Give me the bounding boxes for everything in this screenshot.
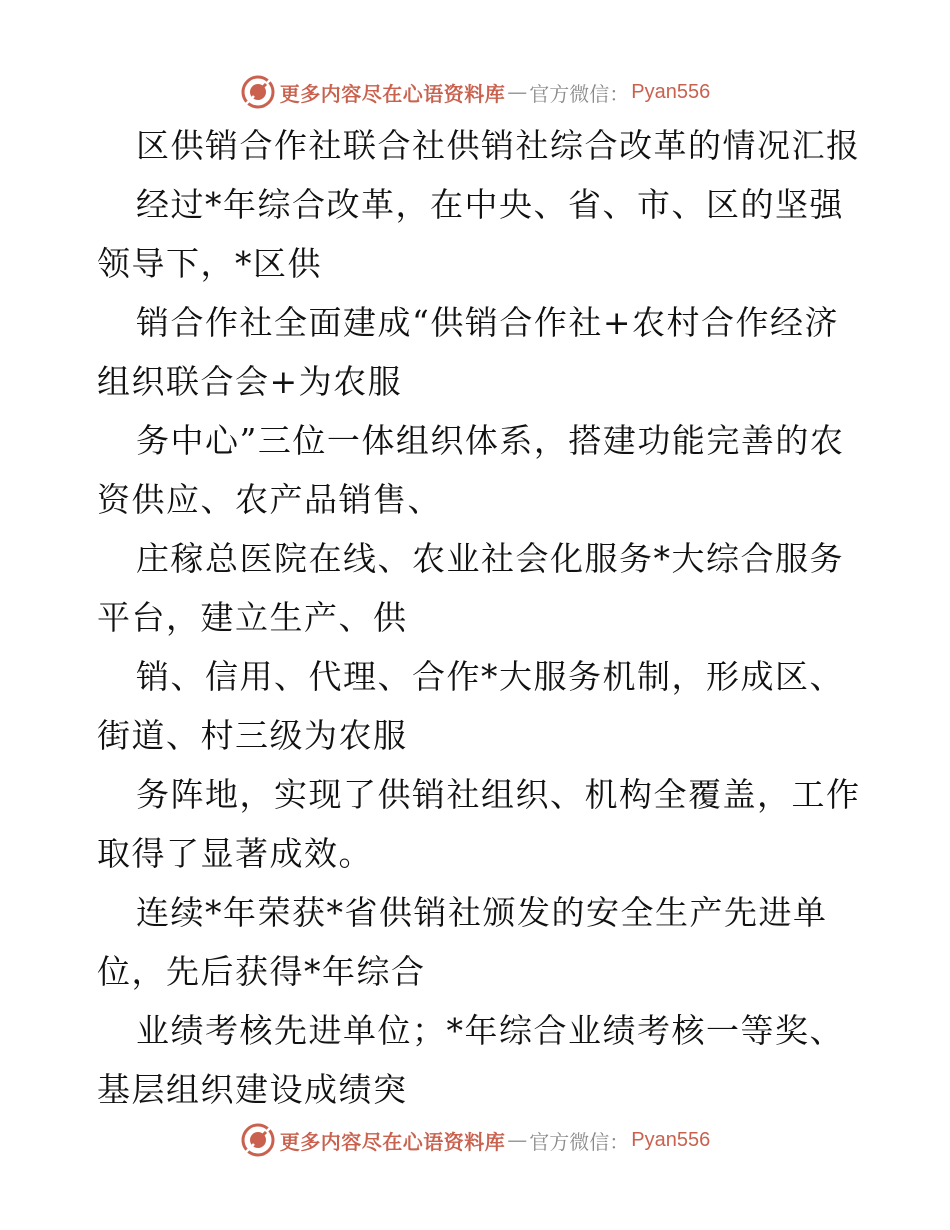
banner-account-id: Pyan556 xyxy=(631,1128,711,1151)
header-banner xyxy=(0,70,950,114)
paragraph-line: 资供应、农产品销售、 xyxy=(97,480,442,519)
paragraph-line: 务中心”三位一体组织体系，搭建功能完善的农 xyxy=(136,421,845,460)
paragraph-line: 庄稼总医院在线、农业社会化服务*大综合服务 xyxy=(136,539,844,578)
paragraph-line: 平台，建立生产、供 xyxy=(97,598,408,637)
paragraph-line: 组织联合会+为农服 xyxy=(97,362,403,401)
banner-separator: — xyxy=(507,1128,528,1152)
banner-main-text: 更多内容尽在心语资料库 xyxy=(279,81,506,106)
brand-logo-icon xyxy=(240,74,276,110)
paragraph-line: 经过*年综合改革，在中央、省、市、区的坚强 xyxy=(136,185,844,224)
banner-separator: — xyxy=(507,80,528,104)
paragraph-line: 销、信用、代理、合作*大服务机制，形成区、 xyxy=(136,657,844,696)
paragraph-line: 位，先后获得*年综合 xyxy=(97,952,426,991)
footer-banner xyxy=(0,1118,950,1162)
banner-main-text: 更多内容尽在心语资料库 xyxy=(279,1129,506,1154)
banner-sub-text: 官方微信： xyxy=(529,1129,630,1154)
paragraph-line: 销合作社全面建成“供销合作社+农村合作经济 xyxy=(136,303,840,342)
paragraph-line: 取得了显著成效。 xyxy=(97,834,373,873)
banner-sub-text: 官方微信： xyxy=(529,81,630,106)
brand-logo-icon xyxy=(240,1122,276,1158)
paragraph-line: 连续*年荣获*省供销社颁发的安全生产先进单 xyxy=(136,893,828,932)
banner-account-id: Pyan556 xyxy=(631,80,711,103)
paragraph-line: 业绩考核先进单位；*年综合业绩考核一等奖、 xyxy=(136,1011,844,1050)
paragraph-line: 基层组织建设成绩突 xyxy=(97,1070,408,1109)
document-title: 区供销合作社联合社供销社综合改革的情况汇报 xyxy=(136,126,861,165)
paragraph-line: 街道、村三级为农服 xyxy=(97,716,408,755)
paragraph-line: 领导下，*区供 xyxy=(97,244,322,283)
paragraph-line: 务阵地，实现了供销社组织、机构全覆盖，工作 xyxy=(136,775,861,814)
